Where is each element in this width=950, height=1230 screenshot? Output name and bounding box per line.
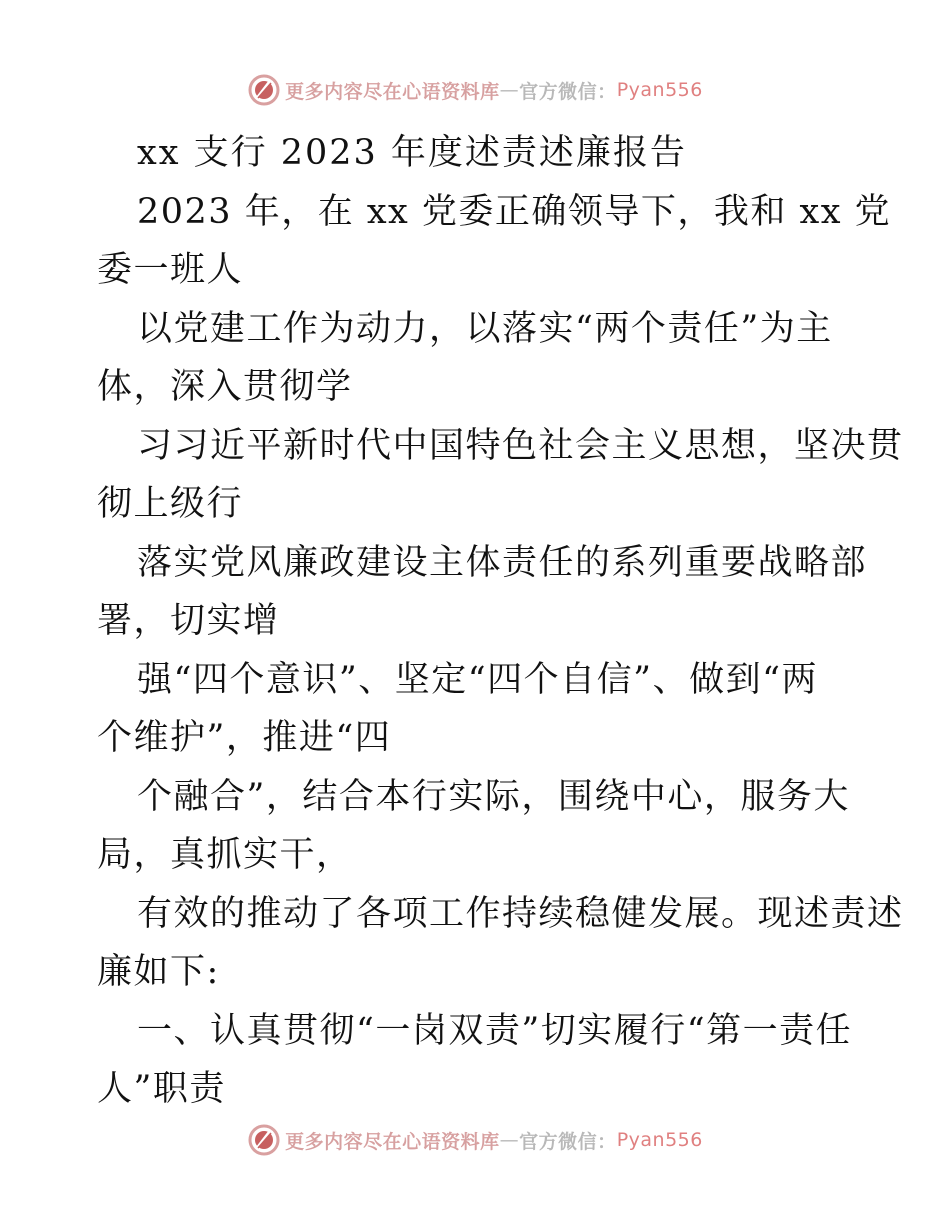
- document-title: xx 支行 2023 年度述责述廉报告: [137, 133, 687, 173]
- paragraph-line: 个融合”，结合本行实际，围绕中心，服务大: [137, 776, 850, 817]
- watermark-label: 官方微信：: [519, 1130, 617, 1153]
- document-body: [97, 124, 904, 1119]
- quill-pen-logo-icon: [247, 73, 281, 107]
- watermark-label: 官方微信：: [519, 80, 617, 103]
- paragraph-line: 廉如下:: [97, 952, 220, 992]
- watermark-account: Pyan556: [616, 79, 703, 101]
- section-heading: 人”职责: [97, 1069, 226, 1109]
- paragraph-line: 落实党风廉政建设主体责任的系列重要战略部: [137, 542, 868, 583]
- paragraph-line: 强“四个意识”、坚定“四个自信”、做到“两: [137, 659, 818, 700]
- paragraph-line: 彻上级行: [97, 484, 244, 524]
- paragraph-line: 以党建工作为动力，以落实“两个责任”为主: [137, 308, 833, 349]
- paragraph-line: 有效的推动了各项工作持续稳健发展。现述责述: [137, 893, 904, 934]
- paragraph-line: 局，真抓实干，: [97, 835, 353, 875]
- paragraph-line: 体，深入贯彻学: [97, 367, 353, 407]
- header-watermark: [0, 70, 950, 110]
- watermark-dash: —: [499, 1129, 520, 1151]
- watermark-account: Pyan556: [616, 1129, 703, 1151]
- watermark-text: 更多内容尽在心语资料库: [285, 80, 500, 103]
- paragraph-line: 委一班人: [97, 250, 244, 290]
- paragraph-line: 习习近平新时代中国特色社会主义思想，坚决贯: [137, 425, 904, 466]
- footer-watermark: [0, 1120, 950, 1160]
- paragraph-line: 个维护”，推进“四: [97, 718, 392, 758]
- quill-pen-logo-icon: [247, 1123, 281, 1157]
- watermark-text: 更多内容尽在心语资料库: [285, 1130, 500, 1153]
- paragraph-line: 2023 年，在 xx 党委正确领导下，我和 xx 党: [137, 191, 892, 232]
- watermark-dash: —: [499, 79, 520, 101]
- paragraph-line: 署，切实增: [97, 601, 280, 641]
- section-heading: 一、认真贯彻“一岗双责”切实履行“第一责任: [137, 1010, 853, 1051]
